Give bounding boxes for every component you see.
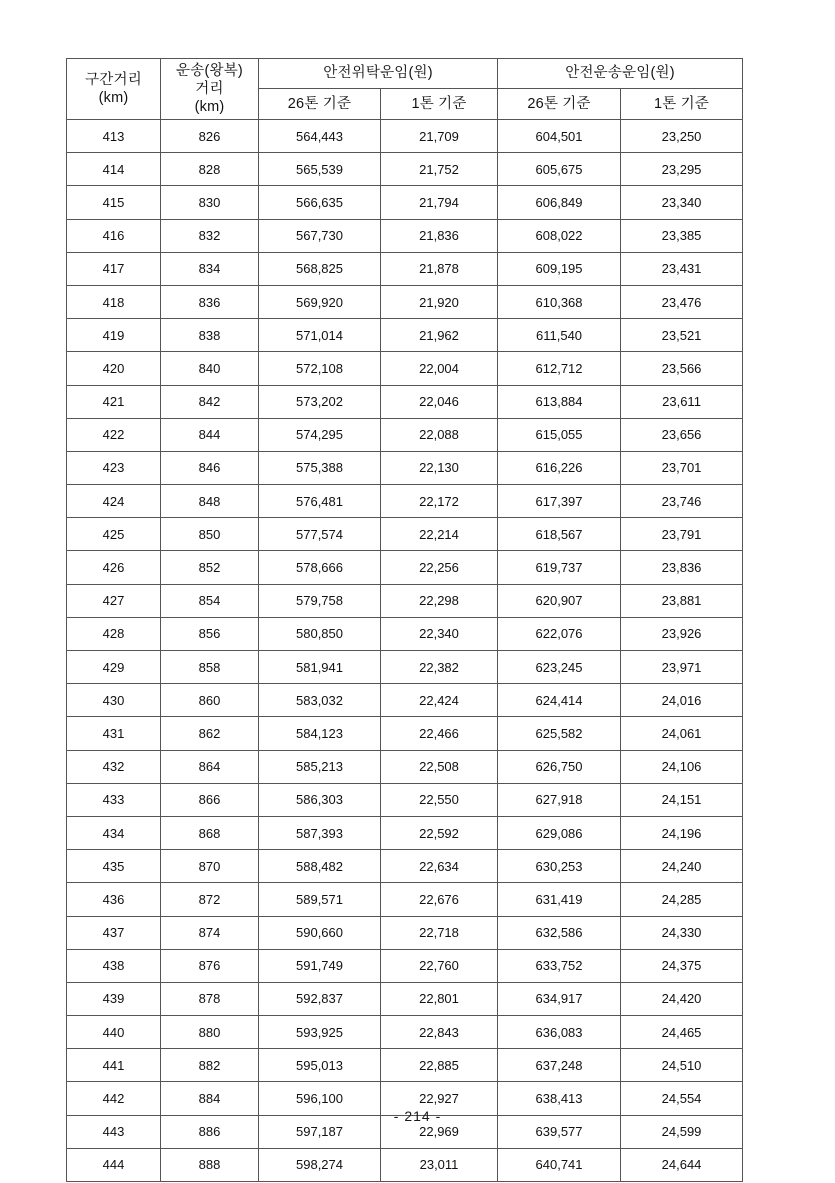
cell-roundtrip-distance: 878 — [161, 982, 259, 1015]
cell-transport-26ton: 606,849 — [498, 186, 621, 219]
table-row — [67, 120, 743, 153]
cell-consignment-1ton: 23,011 — [381, 1148, 498, 1181]
table-row — [67, 750, 743, 783]
table-row — [67, 783, 743, 816]
cell-transport-26ton: 619,737 — [498, 551, 621, 584]
cell-consignment-1ton: 22,340 — [381, 617, 498, 650]
cell-transport-1ton: 23,431 — [621, 252, 743, 285]
column-header-transport-1ton: 1톤 기준 — [621, 89, 743, 120]
cell-roundtrip-distance: 830 — [161, 186, 259, 219]
cell-roundtrip-distance: 840 — [161, 352, 259, 385]
cell-transport-1ton: 23,476 — [621, 285, 743, 318]
cell-consignment-1ton: 22,382 — [381, 651, 498, 684]
cell-section-distance: 413 — [67, 120, 161, 153]
table-row — [67, 319, 743, 352]
column-header-roundtrip-distance — [161, 59, 259, 120]
cell-transport-1ton: 24,196 — [621, 816, 743, 849]
table-row — [67, 684, 743, 717]
cell-consignment-26ton: 598,274 — [259, 1148, 381, 1181]
cell-consignment-26ton: 596,100 — [259, 1082, 381, 1115]
cell-roundtrip-distance: 842 — [161, 385, 259, 418]
column-header-roundtrip-distance-line3: (km) — [194, 99, 225, 116]
cell-consignment-26ton: 579,758 — [259, 584, 381, 617]
cell-consignment-1ton: 22,130 — [381, 451, 498, 484]
table-row — [67, 1049, 743, 1082]
column-header-transport-26ton: 26톤 기준 — [498, 89, 621, 120]
cell-consignment-1ton: 21,962 — [381, 319, 498, 352]
cell-roundtrip-distance: 874 — [161, 916, 259, 949]
cell-section-distance: 438 — [67, 949, 161, 982]
cell-transport-1ton: 24,106 — [621, 750, 743, 783]
rate-table-container — [66, 58, 742, 1182]
cell-consignment-1ton: 21,878 — [381, 252, 498, 285]
cell-section-distance: 440 — [67, 1016, 161, 1049]
table-row — [67, 451, 743, 484]
cell-consignment-26ton: 569,920 — [259, 285, 381, 318]
cell-transport-26ton: 638,413 — [498, 1082, 621, 1115]
cell-transport-26ton: 617,397 — [498, 485, 621, 518]
cell-consignment-1ton: 21,752 — [381, 153, 498, 186]
cell-transport-1ton: 24,465 — [621, 1016, 743, 1049]
table-row — [67, 584, 743, 617]
cell-consignment-1ton: 22,676 — [381, 883, 498, 916]
cell-section-distance: 421 — [67, 385, 161, 418]
cell-transport-1ton: 23,385 — [621, 219, 743, 252]
table-row — [67, 385, 743, 418]
cell-consignment-26ton: 589,571 — [259, 883, 381, 916]
cell-transport-26ton: 613,884 — [498, 385, 621, 418]
cell-consignment-26ton: 565,539 — [259, 153, 381, 186]
column-header-section-distance — [67, 59, 161, 120]
cell-consignment-1ton: 22,508 — [381, 750, 498, 783]
cell-transport-26ton: 605,675 — [498, 153, 621, 186]
cell-section-distance: 424 — [67, 485, 161, 518]
cell-section-distance: 427 — [67, 584, 161, 617]
cell-roundtrip-distance: 884 — [161, 1082, 259, 1115]
cell-transport-1ton: 23,881 — [621, 584, 743, 617]
cell-roundtrip-distance: 832 — [161, 219, 259, 252]
cell-roundtrip-distance: 862 — [161, 717, 259, 750]
cell-consignment-26ton: 568,825 — [259, 252, 381, 285]
cell-consignment-26ton: 590,660 — [259, 916, 381, 949]
cell-transport-26ton: 604,501 — [498, 120, 621, 153]
cell-roundtrip-distance: 870 — [161, 850, 259, 883]
cell-roundtrip-distance: 868 — [161, 816, 259, 849]
cell-section-distance: 414 — [67, 153, 161, 186]
cell-consignment-1ton: 22,969 — [381, 1115, 498, 1148]
cell-transport-26ton: 636,083 — [498, 1016, 621, 1049]
column-header-section-distance-line2: (km) — [98, 90, 129, 106]
page-number: - 214 - — [393, 1108, 442, 1124]
cell-roundtrip-distance: 860 — [161, 684, 259, 717]
header-row-group — [67, 59, 743, 89]
cell-transport-26ton: 625,582 — [498, 717, 621, 750]
table-row — [67, 1016, 743, 1049]
cell-roundtrip-distance: 854 — [161, 584, 259, 617]
cell-consignment-1ton: 21,709 — [381, 120, 498, 153]
cell-transport-1ton: 23,746 — [621, 485, 743, 518]
cell-consignment-1ton: 22,718 — [381, 916, 498, 949]
cell-transport-1ton: 24,151 — [621, 783, 743, 816]
cell-transport-1ton: 23,971 — [621, 651, 743, 684]
cell-transport-26ton: 630,253 — [498, 850, 621, 883]
cell-consignment-1ton: 22,885 — [381, 1049, 498, 1082]
cell-transport-1ton: 24,599 — [621, 1115, 743, 1148]
cell-transport-26ton: 637,248 — [498, 1049, 621, 1082]
cell-consignment-1ton: 22,592 — [381, 816, 498, 849]
cell-section-distance: 443 — [67, 1115, 161, 1148]
cell-transport-1ton: 24,285 — [621, 883, 743, 916]
cell-transport-26ton: 629,086 — [498, 816, 621, 849]
cell-transport-1ton: 24,061 — [621, 717, 743, 750]
cell-roundtrip-distance: 882 — [161, 1049, 259, 1082]
column-header-consignment-1ton: 1톤 기준 — [381, 89, 498, 120]
cell-roundtrip-distance: 846 — [161, 451, 259, 484]
table-row — [67, 916, 743, 949]
cell-consignment-26ton: 581,941 — [259, 651, 381, 684]
cell-consignment-1ton: 22,760 — [381, 949, 498, 982]
cell-section-distance: 436 — [67, 883, 161, 916]
column-header-consignment-26ton: 26톤 기준 — [259, 89, 381, 120]
cell-consignment-1ton: 22,046 — [381, 385, 498, 418]
cell-roundtrip-distance: 880 — [161, 1016, 259, 1049]
cell-transport-26ton: 608,022 — [498, 219, 621, 252]
cell-consignment-26ton: 585,213 — [259, 750, 381, 783]
table-row — [67, 219, 743, 252]
cell-transport-26ton: 631,419 — [498, 883, 621, 916]
cell-transport-26ton: 634,917 — [498, 982, 621, 1015]
cell-consignment-26ton: 593,925 — [259, 1016, 381, 1049]
cell-section-distance: 430 — [67, 684, 161, 717]
cell-consignment-1ton: 22,256 — [381, 551, 498, 584]
cell-consignment-26ton: 578,666 — [259, 551, 381, 584]
cell-transport-1ton: 24,510 — [621, 1049, 743, 1082]
cell-consignment-26ton: 571,014 — [259, 319, 381, 352]
column-group-header-safe-consignment-fare: 안전위탁운임(원) — [259, 59, 498, 89]
table-row — [67, 352, 743, 385]
cell-consignment-1ton: 22,424 — [381, 684, 498, 717]
cell-section-distance: 419 — [67, 319, 161, 352]
table-row — [67, 1148, 743, 1181]
table-row — [67, 252, 743, 285]
cell-consignment-26ton: 591,749 — [259, 949, 381, 982]
cell-transport-1ton: 23,656 — [621, 418, 743, 451]
cell-consignment-26ton: 564,443 — [259, 120, 381, 153]
cell-transport-1ton: 23,611 — [621, 385, 743, 418]
cell-transport-26ton: 616,226 — [498, 451, 621, 484]
column-group-header-safe-transport-fare: 안전운송운임(원) — [498, 59, 743, 89]
table-row — [67, 717, 743, 750]
cell-roundtrip-distance: 872 — [161, 883, 259, 916]
cell-section-distance: 429 — [67, 651, 161, 684]
cell-consignment-26ton: 574,295 — [259, 418, 381, 451]
cell-transport-26ton: 612,712 — [498, 352, 621, 385]
cell-roundtrip-distance: 858 — [161, 651, 259, 684]
cell-section-distance: 416 — [67, 219, 161, 252]
table-row — [67, 816, 743, 849]
cell-roundtrip-distance: 836 — [161, 285, 259, 318]
cell-transport-26ton: 609,195 — [498, 252, 621, 285]
table-body — [67, 120, 743, 1182]
cell-transport-1ton: 23,926 — [621, 617, 743, 650]
cell-consignment-1ton: 22,550 — [381, 783, 498, 816]
cell-consignment-26ton: 583,032 — [259, 684, 381, 717]
cell-consignment-26ton: 580,850 — [259, 617, 381, 650]
cell-section-distance: 423 — [67, 451, 161, 484]
cell-roundtrip-distance: 838 — [161, 319, 259, 352]
cell-transport-1ton: 23,250 — [621, 120, 743, 153]
cell-transport-1ton: 24,375 — [621, 949, 743, 982]
cell-transport-1ton: 24,554 — [621, 1082, 743, 1115]
cell-transport-1ton: 23,521 — [621, 319, 743, 352]
cell-transport-1ton: 23,791 — [621, 518, 743, 551]
cell-section-distance: 417 — [67, 252, 161, 285]
cell-consignment-26ton: 566,635 — [259, 186, 381, 219]
cell-consignment-26ton: 573,202 — [259, 385, 381, 418]
table-row — [67, 485, 743, 518]
cell-section-distance: 426 — [67, 551, 161, 584]
cell-transport-26ton: 615,055 — [498, 418, 621, 451]
cell-consignment-1ton: 21,836 — [381, 219, 498, 252]
cell-consignment-26ton: 588,482 — [259, 850, 381, 883]
cell-transport-1ton: 23,295 — [621, 153, 743, 186]
cell-transport-26ton: 626,750 — [498, 750, 621, 783]
cell-consignment-26ton: 584,123 — [259, 717, 381, 750]
cell-transport-1ton: 24,240 — [621, 850, 743, 883]
cell-consignment-1ton: 22,088 — [381, 418, 498, 451]
table-header — [67, 59, 743, 120]
cell-section-distance: 428 — [67, 617, 161, 650]
cell-roundtrip-distance: 856 — [161, 617, 259, 650]
cell-section-distance: 435 — [67, 850, 161, 883]
cell-roundtrip-distance: 864 — [161, 750, 259, 783]
cell-consignment-26ton: 595,013 — [259, 1049, 381, 1082]
table-row — [67, 850, 743, 883]
cell-consignment-26ton: 587,393 — [259, 816, 381, 849]
cell-transport-26ton: 640,741 — [498, 1148, 621, 1181]
cell-section-distance: 432 — [67, 750, 161, 783]
cell-section-distance: 434 — [67, 816, 161, 849]
cell-consignment-1ton: 22,298 — [381, 584, 498, 617]
cell-transport-26ton: 623,245 — [498, 651, 621, 684]
table-row — [67, 651, 743, 684]
cell-roundtrip-distance: 866 — [161, 783, 259, 816]
cell-roundtrip-distance: 844 — [161, 418, 259, 451]
table-row — [67, 518, 743, 551]
table-row — [67, 285, 743, 318]
cell-consignment-1ton: 22,004 — [381, 352, 498, 385]
table-row — [67, 617, 743, 650]
cell-section-distance: 431 — [67, 717, 161, 750]
cell-transport-26ton: 633,752 — [498, 949, 621, 982]
cell-roundtrip-distance: 848 — [161, 485, 259, 518]
cell-transport-26ton: 632,586 — [498, 916, 621, 949]
cell-section-distance: 418 — [67, 285, 161, 318]
cell-roundtrip-distance: 886 — [161, 1115, 259, 1148]
cell-consignment-26ton: 575,388 — [259, 451, 381, 484]
table-row — [67, 883, 743, 916]
cell-roundtrip-distance: 876 — [161, 949, 259, 982]
table-row — [67, 551, 743, 584]
cell-consignment-26ton: 597,187 — [259, 1115, 381, 1148]
table-row — [67, 186, 743, 219]
cell-transport-1ton: 23,836 — [621, 551, 743, 584]
cell-transport-26ton: 622,076 — [498, 617, 621, 650]
cell-consignment-1ton: 22,214 — [381, 518, 498, 551]
cell-section-distance: 422 — [67, 418, 161, 451]
cell-transport-1ton: 23,340 — [621, 186, 743, 219]
cell-transport-26ton: 618,567 — [498, 518, 621, 551]
cell-roundtrip-distance: 828 — [161, 153, 259, 186]
cell-roundtrip-distance: 834 — [161, 252, 259, 285]
cell-section-distance: 425 — [67, 518, 161, 551]
cell-transport-1ton: 23,566 — [621, 352, 743, 385]
freight-rate-table — [66, 58, 743, 1182]
cell-section-distance: 433 — [67, 783, 161, 816]
cell-section-distance: 437 — [67, 916, 161, 949]
cell-transport-26ton: 611,540 — [498, 319, 621, 352]
cell-consignment-26ton: 567,730 — [259, 219, 381, 252]
column-header-roundtrip-distance-line2: 거리 — [195, 80, 224, 97]
cell-transport-1ton: 23,701 — [621, 451, 743, 484]
cell-roundtrip-distance: 888 — [161, 1148, 259, 1181]
cell-section-distance: 415 — [67, 186, 161, 219]
cell-consignment-1ton: 22,172 — [381, 485, 498, 518]
table-row — [67, 949, 743, 982]
column-header-section-distance-line1: 구간거리 — [85, 71, 142, 88]
cell-section-distance: 441 — [67, 1049, 161, 1082]
cell-consignment-1ton: 21,920 — [381, 285, 498, 318]
cell-section-distance: 420 — [67, 352, 161, 385]
cell-consignment-26ton: 592,837 — [259, 982, 381, 1015]
cell-transport-26ton: 620,907 — [498, 584, 621, 617]
cell-roundtrip-distance: 850 — [161, 518, 259, 551]
cell-transport-1ton: 24,420 — [621, 982, 743, 1015]
cell-consignment-1ton: 22,634 — [381, 850, 498, 883]
cell-transport-1ton: 24,330 — [621, 916, 743, 949]
cell-transport-26ton: 624,414 — [498, 684, 621, 717]
cell-transport-1ton: 24,644 — [621, 1148, 743, 1181]
cell-section-distance: 444 — [67, 1148, 161, 1181]
cell-consignment-1ton: 22,801 — [381, 982, 498, 1015]
cell-roundtrip-distance: 826 — [161, 120, 259, 153]
cell-section-distance: 439 — [67, 982, 161, 1015]
cell-transport-26ton: 610,368 — [498, 285, 621, 318]
cell-consignment-1ton: 22,927 — [381, 1082, 498, 1115]
cell-transport-26ton: 639,577 — [498, 1115, 621, 1148]
cell-consignment-26ton: 586,303 — [259, 783, 381, 816]
cell-transport-1ton: 24,016 — [621, 684, 743, 717]
cell-consignment-1ton: 22,843 — [381, 1016, 498, 1049]
cell-consignment-26ton: 572,108 — [259, 352, 381, 385]
table-row — [67, 982, 743, 1015]
cell-consignment-1ton: 21,794 — [381, 186, 498, 219]
cell-consignment-1ton: 22,466 — [381, 717, 498, 750]
cell-section-distance: 442 — [67, 1082, 161, 1115]
cell-consignment-26ton: 576,481 — [259, 485, 381, 518]
column-header-roundtrip-distance-line1: 운송(왕복) — [176, 62, 243, 79]
table-row — [67, 153, 743, 186]
cell-transport-26ton: 627,918 — [498, 783, 621, 816]
cell-roundtrip-distance: 852 — [161, 551, 259, 584]
cell-consignment-26ton: 577,574 — [259, 518, 381, 551]
table-row — [67, 418, 743, 451]
